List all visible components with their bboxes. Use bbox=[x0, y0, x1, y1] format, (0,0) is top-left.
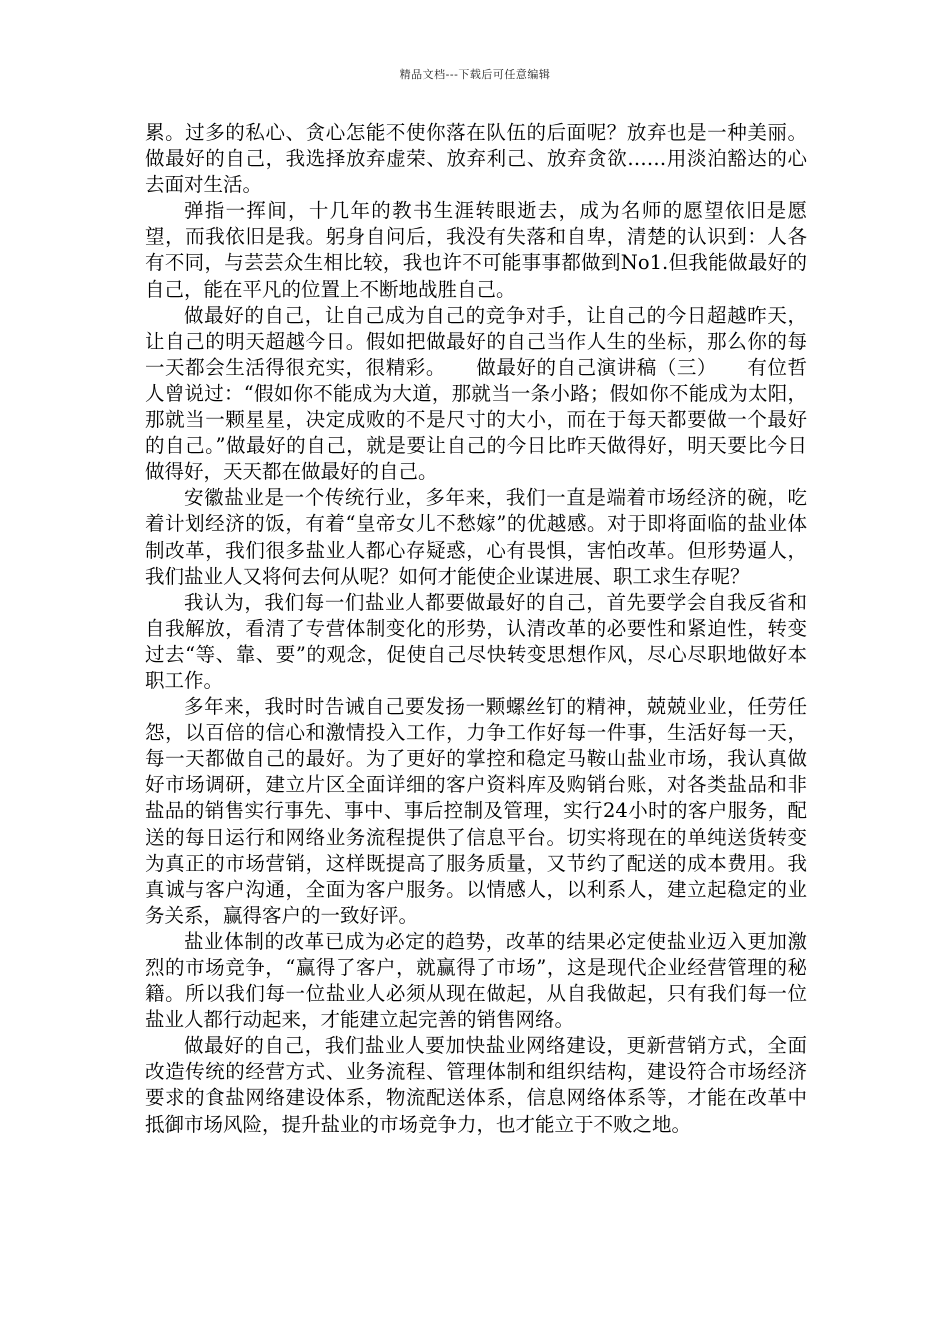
paragraph-1: 累。过多的私心、贪心怎能不使你落在队伍的后面呢？放弃也是一种美丽。做最好的自己，我选择放弃虚荣、放弃利己、放弃贪欲……用淡泊豁达的心去面对生活。 bbox=[145, 121, 807, 197]
paragraph-2: 弹指一挥间，十几年的教书生涯转眼逝去，成为名师的愿望依旧是愿望，而我依旧是我。躬身自问后，我没有失落和自卑，清楚的认识到：人各有不同，与芸芸众生相比较，我也许不可能事事都做到No1.但我能做最好的自己，能在平凡的位置上不断地战胜自己。 bbox=[145, 199, 807, 301]
paragraph-4: 安徽盐业是一个传统行业，多年来，我们一直是端着市场经济的碗，吃着计划经济的饭，有着“皇帝女儿不愁嫁”的优越感。对于即将面临的盐业体制改革，我们很多盐业人都心存疑惑，心有畏惧，害怕改革。但形势逼人，我们盐业人又将何去何从呢？如何才能使企业谋进展、职工求生存呢？ bbox=[145, 486, 807, 588]
page-header: 精品文档---下载后可任意编辑 bbox=[399, 68, 551, 81]
paragraph-6: 多年来，我时时告诫自己要发扬一颗螺丝钉的精神，兢兢业业，任劳任怨，以百倍的信心和激情投入工作，力争工作好每一件事，生活好每一天，每一天都做自己的最好。为了更好的掌控和稳定马鞍山盐业市场，我认真做好市场调研，建立片区全面详细的客户资料库及购销台账，对各类盐品和非盐品的销售实行事先、事中、事后控制及管理，实行24小时的客户服务，配送的每日运行和网络业务流程提供了信息平台。切实将现在的单纯送货转变为真正的市场营销，这样既提高了服务质量，又节约了配送的成本费用。我真诚与客户沟通，全面为客户服务。以情感人，以利系人，建立起稳定的业务关系，赢得客户的一致好评。 bbox=[145, 695, 807, 927]
document-body bbox=[145, 120, 807, 1138]
paragraph-8: 做最好的自己，我们盐业人要加快盐业网络建设，更新营销方式，全面改造传统的经营方式、业务流程、管理体制和组织结构，建设符合市场经济要求的食盐网络建设体系，物流配送体系，信息网络体系等，才能在改革中抵御市场风险，提升盐业的市场竞争力，也才能立于不败之地。 bbox=[145, 1034, 807, 1136]
paragraph-3: 做最好的自己，让自己成为自己的竞争对手，让自己的今日超越昨天，让自己的明天超越今日。假如把做最好的自己当作人生的坐标，那么你的每一天都会生活得很充实，很精彩。 做最好的自己演讲稿（三） 有位哲人曾说过：“假如你不能成为大道，那就当一条小路；假如你不能成为太阳，那就当一颗星星，决定成败的不是尺寸的大小，而在于每天都要做一个最好的自己。”做最好的自己，就是要让自己的今日比昨天做得好，明天要比今日做得好，天天都在做最好的自己。 bbox=[145, 303, 807, 484]
paragraph-5: 我认为，我们每一们盐业人都要做最好的自己，首先要学会自我反省和自我解放，看清了专营体制变化的形势，认清改革的必要性和紧迫性，转变过去“等、靠、要”的观念，促使自己尽快转变思想作风，尽心尽职地做好本职工作。 bbox=[145, 590, 807, 692]
paragraph-7: 盐业体制的改革已成为必定的趋势，改革的结果必定使盐业迈入更加激烈的市场竞争，“赢得了客户，就赢得了市场”，这是现代企业经营管理的秘籍。所以我们每一位盐业人必须从现在做起，从自我做起，只有我们每一位盐业人都行动起来，才能建立起完善的销售网络。 bbox=[145, 929, 807, 1032]
